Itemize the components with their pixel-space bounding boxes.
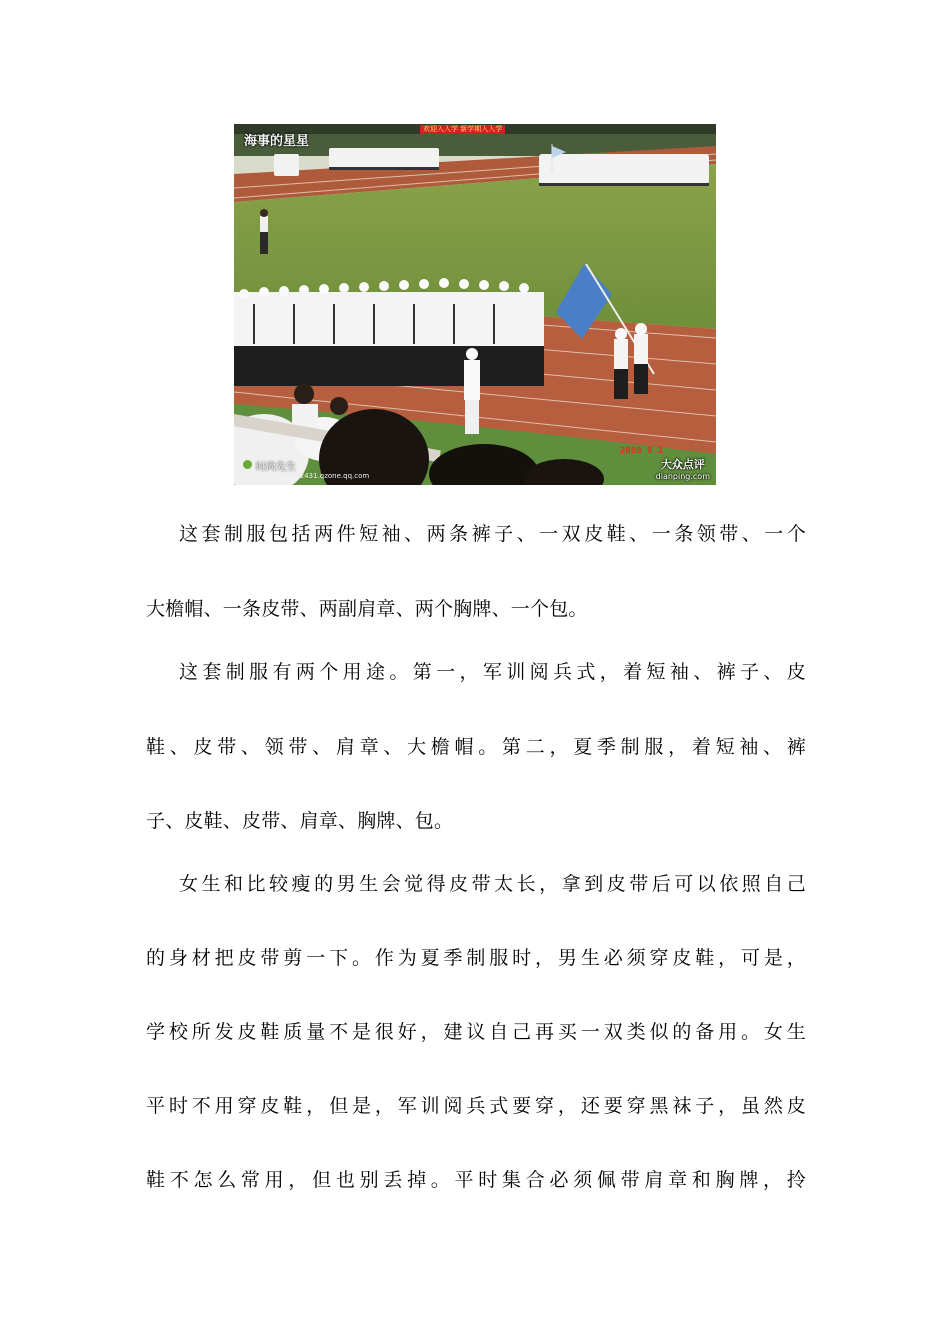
stadium-banner: 欢迎入入学 新学期入入学 — [420, 125, 505, 134]
user-avatar-icon — [242, 459, 253, 470]
text-line: 鞋、皮带、领带、肩章、大檐帽。第二，夏季制服，着短袖、裤 — [146, 736, 806, 758]
parade-scene-illustration — [234, 124, 716, 485]
text-line: 平时不用穿皮鞋，但是，军训阅兵式要穿，还要穿黑袜子，虽然皮 — [146, 1095, 806, 1117]
site-name-cn: 大众点评 — [660, 458, 705, 471]
text-line: 大檐帽、一条皮带、两副肩章、两个胸牌、一个包。 — [146, 598, 588, 620]
text-line: 这套制服有两个用途。第一，军训阅兵式，着短袖、裤子、皮 — [179, 661, 806, 683]
text-line: 学校所发皮鞋质量不是很好，建议自己再买一双类似的备用。女生 — [146, 1021, 806, 1043]
watermark-title: 海事的星星 — [244, 134, 310, 149]
text-line: 子、皮鞋、皮带、肩章、胸牌、包。 — [146, 810, 454, 832]
site-name-en: dianping.com — [655, 472, 710, 481]
text-line: 这套制服包括两件短袖、两条裤子、一双皮鞋、一条领带、一个 — [179, 523, 806, 545]
date-stamp: 2008 9 1 — [620, 446, 664, 456]
text-line: 女生和比较瘦的男生会觉得皮带太长，拿到皮带后可以依照自己 — [179, 873, 806, 895]
text-line: 鞋不怎么常用，但也别丢掉。平时集合必须佩带肩章和胸牌，拎 — [146, 1169, 806, 1191]
watermark-user-name: 时尚先生 — [256, 462, 296, 473]
parade-photo — [234, 124, 716, 485]
text-line: 的身材把皮带剪一下。作为夏季制服时，男生必须穿皮鞋，可是， — [146, 947, 806, 969]
site-watermark — [656, 456, 710, 481]
watermark-user-url: http://315432431.qzone.qq.com — [256, 472, 370, 480]
